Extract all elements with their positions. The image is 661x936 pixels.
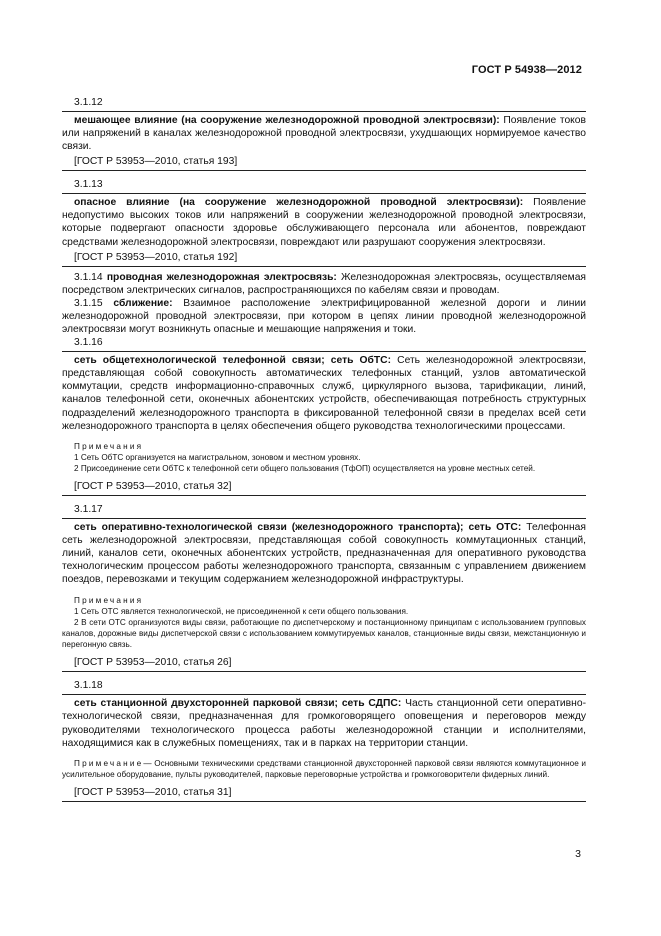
term-title: сеть станционной двухсторонней парковой связи; сеть СДПС: xyxy=(74,698,402,710)
definition-text: Железнодорожная электросвязь, осуществляемая посредством электрических сигналов, распространяющихся по кабелям связи и проводам. xyxy=(62,271,586,296)
source-reference: [ГОСТ Р 53953—2010, статья 32] xyxy=(74,481,232,493)
section-number: 3.1.14 xyxy=(74,271,107,283)
definition-text: Появление токов или напряжений в каналах железнодорожной проводной электросвязи, ухудшающих нормируемое качество связи. xyxy=(62,115,587,153)
definition-text: Сеть железнодорожной электросвязи, представляющая собой совокупность автоматических телефонных станций, узлов автоматической коммутации, средств информационно-справочных служб, циркулярного вызова, тарификации, линий, каналов телефонной сети, оконечных абонентских устройств, обеспечивающая потребность структурных подразделений железнодорожного транспорта в фиксированной телефонной связи в пределах всей сети железнодорожного транспорта в целях обеспечения общего руководства технологическими процессами. xyxy=(62,355,586,432)
section-number: 3.1.16 xyxy=(74,337,103,349)
term-definition-3-1-14 xyxy=(62,271,586,297)
term-definition-3-1-15 xyxy=(62,297,586,336)
term-title: сеть оперативно-технологической связи (железнодорожного транспорта); сеть ОТС: xyxy=(74,522,522,534)
term-definition xyxy=(62,521,586,586)
term-title: сеть общетехнологической телефонной связи; сеть ОбТС: xyxy=(74,355,392,367)
source-reference: [ГОСТ Р 53953—2010, статья 192] xyxy=(74,251,238,263)
term-box-3-1-17 xyxy=(62,518,586,672)
term-box-3-1-12 xyxy=(62,111,586,171)
page-number: 3 xyxy=(575,848,581,860)
note-item xyxy=(62,758,586,780)
definition-text: Появление недопустимо высоких токов или напряжений в сооружении железнодорожной проводной электросвязи, которые подвергают опасности здоровье обслуживающего персонала или абонентов, повреждают средствами железнодорожной электросвязи, повреждают или разрушают сооружения электросвязи. xyxy=(62,197,587,248)
section-number: 3.1.12 xyxy=(74,97,103,108)
term-title: сближение: xyxy=(113,297,173,309)
definition-text: Взаимное расположение электрифицированной железной дороги и линии железнодорожной проводной электросвязи, при котором в цепях линии проводной железнодорожной электросвязи могут возникнуть опасные и мешающие напряжения и токи. xyxy=(62,297,586,336)
term-box-3-1-18 xyxy=(62,694,586,802)
page-header-doc-id: ГОСТ Р 54938—2012 xyxy=(471,64,582,76)
note-item: 2 В сети ОТС организуются виды связи, работающие по диспетчерскому и постанционному принципам с использованием групповых каналов, дорожные виды диспетчерской связи с использованием коммутируемых каналов, станционные виды связи, межстанционную и перегонную связь. xyxy=(62,617,586,650)
section-number: 3.1.17 xyxy=(74,504,103,516)
term-definition xyxy=(62,196,586,248)
definition-text: Телефонная сеть железнодорожной электросвязи, представляющая собой совокупность коммутационных станций, линий, каналов сети, оконечных абонентских устройств, предназначенная для оперативного руководства технологическим процессом работы железнодорожного транспорта, связанным с управлением движением поездов, перевозками и текущим содержанием железнодорожной инфраструктуры. xyxy=(62,522,586,586)
note-item: 2 Присоединение сети ОбТС к телефонной сети общего пользования (ТфОП) осуществляется на уровне местных сетей. xyxy=(74,463,536,473)
notes-heading: Примечания xyxy=(74,441,144,451)
term-definition xyxy=(62,114,586,153)
section-number: 3.1.13 xyxy=(74,179,103,191)
section-number: 3.1.18 xyxy=(74,680,103,692)
term-title: проводная железнодорожная электросвязь: xyxy=(106,271,337,283)
source-reference: [ГОСТ Р 53953—2010, статья 26] xyxy=(74,657,232,669)
note-item: 1 Сеть ОТС является технологической, не присоединенной к сети общего пользования. xyxy=(74,606,409,616)
source-reference: [ГОСТ Р 53953—2010, статья 193] xyxy=(74,156,238,168)
term-box-3-1-13 xyxy=(62,193,586,266)
term-title: мешающее влияние (на сооружение железнодорожной проводной электросвязи): xyxy=(74,115,500,126)
note-text: — Основными техническими средствами станционной двухсторонней парковой связи являются коммутационное и усилительное оборудование, пульты руководителей, парковые переговорные устройства и громкоговорители фидерных линий. xyxy=(62,758,586,779)
term-box-3-1-16 xyxy=(62,351,586,496)
source-reference: [ГОСТ Р 53953—2010, статья 31] xyxy=(74,787,232,799)
term-definition xyxy=(62,697,586,749)
notes-heading: Примечания xyxy=(74,595,144,605)
note-label: Примечание xyxy=(74,758,144,768)
terms-content xyxy=(62,96,586,803)
term-title: опасное влияние (на сооружение железнодорожной проводной электросвязи): xyxy=(74,197,524,209)
definition-text: Часть станционной сети оперативно-технологической связи, предназначенная для громкоговорящего оповещения и переговоров между руководителями технологического процесса работы железнодорожной станции и исполнителями, находящимися как в служебных помещениях, так и в парках на территории станции. xyxy=(62,698,586,749)
section-number: 3.1.15 xyxy=(74,297,114,309)
note-item: 1 Сеть ОбТС организуется на магистральном, зоновом и местном уровнях. xyxy=(74,452,361,462)
term-definition xyxy=(62,354,586,433)
